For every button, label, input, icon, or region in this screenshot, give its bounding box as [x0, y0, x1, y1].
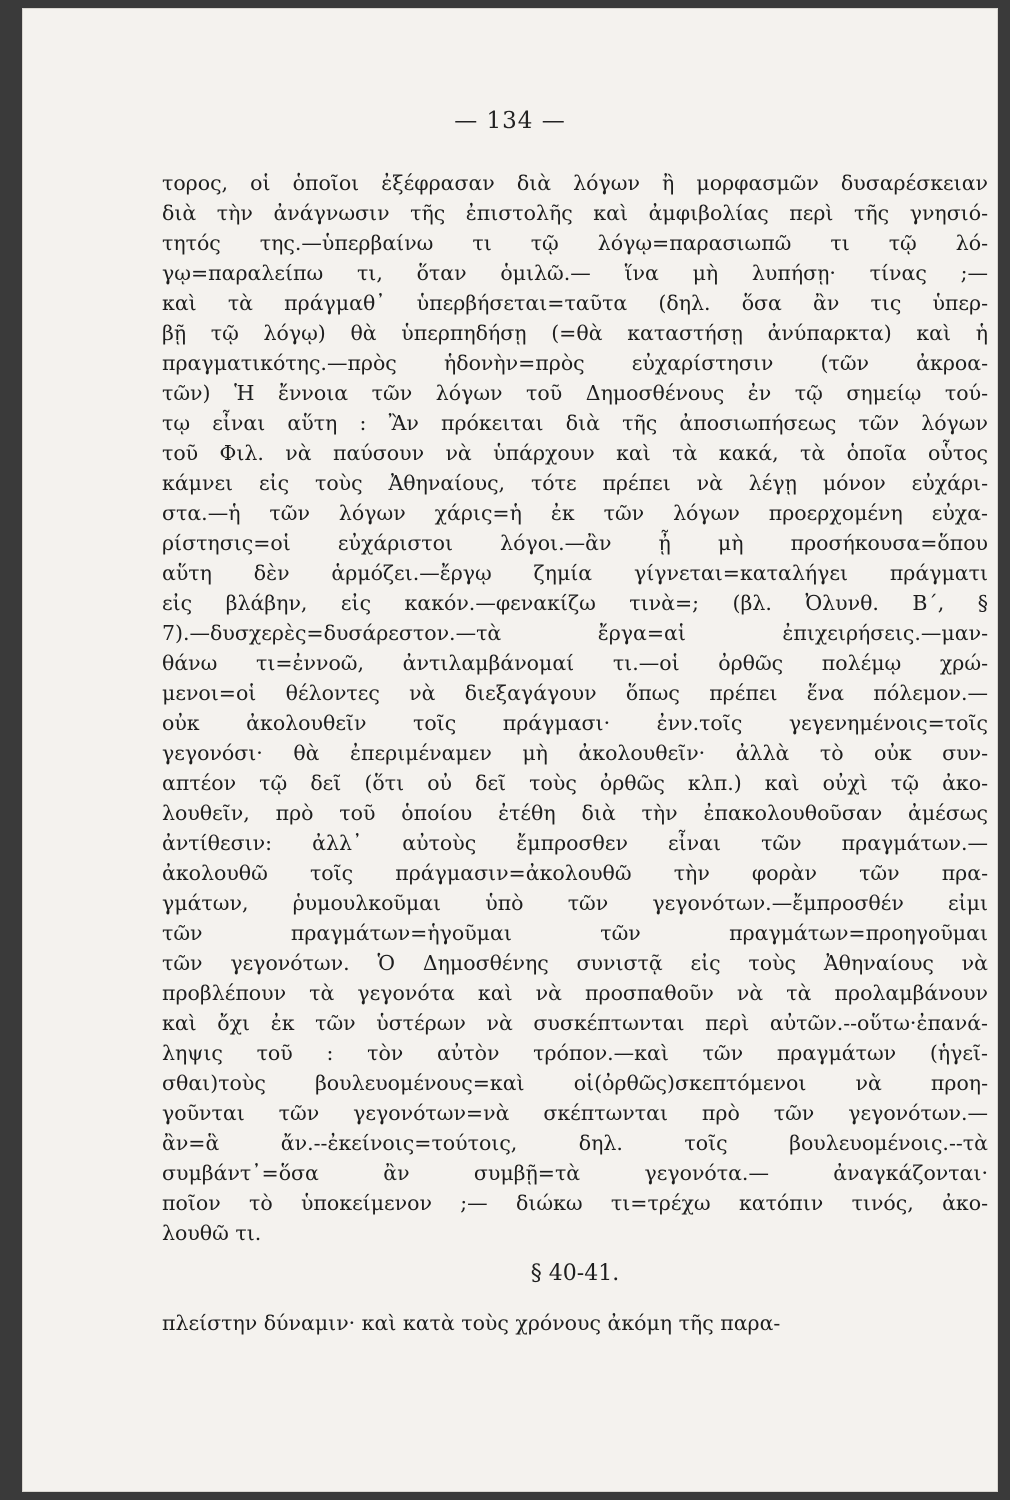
- text-line: τοῦ Φιλ. νὰ παύσουν νὰ ὑπάρχουν καὶ τὰ κακά, τὰ ὁποῖα οὗτος: [162, 441, 988, 465]
- text-line: ποῖον τὸ ὑποκείμενον ;— διώκω τι=τρέχω κατόπιν τινός, ἀκο-: [162, 1191, 988, 1215]
- text-line: μενοι=οἱ θέλοντες νὰ διεξαγάγουν ὅπως πρέπει ἕνα πόλεμον.—: [162, 681, 988, 705]
- text-line: λουθῶ τι.: [162, 1221, 262, 1245]
- text-line: οὐκ ἀκολουθεῖν τοῖς πράγμασι· ἐνν.τοῖς γεγενημένοις=τοῖς: [162, 711, 988, 735]
- text-line: γῳ=παραλείπω τι, ὅταν ὁμιλῶ.— ἵνα μὴ λυπήσῃ· τίνας ;—: [162, 261, 988, 285]
- text-line: γοῦνται τῶν γεγονότων=νὰ σκέπτωνται πρὸ τῶν γεγονότων.—: [162, 1101, 988, 1125]
- text-line: προβλέπουν τὰ γεγονότα καὶ νὰ προσπαθοῦν νὰ τὰ προλαμβάνουν: [162, 981, 988, 1005]
- text-line: λουθεῖν, πρὸ τοῦ ὁποίου ἐτέθη διὰ τὴν ἐπακολουθοῦσαν ἀμέσως: [162, 801, 988, 825]
- text-line: κάμνει εἰς τοὺς Ἀθηναίους, τότε πρέπει νὰ λέγῃ μόνον εὐχάρι-: [162, 471, 988, 495]
- text-line: τῶν) Ἡ ἔννοια τῶν λόγων τοῦ Δημοσθένους ἐν τῷ σημείῳ τού-: [162, 381, 988, 405]
- text-line: τορος, οἱ ὁποῖοι ἐξέφρασαν διὰ λόγων ἢ μορφασμῶν δυσαρέσκειαν: [162, 171, 988, 195]
- text-line: πλείστην δύναμιν· καὶ κατὰ τοὺς χρόνους ἀκόμη τῆς παρα-: [162, 1311, 781, 1335]
- text-line: τῶν γεγονότων. Ὁ Δημοσθένης συνιστᾷ εἰς τοὺς Ἀθηναίους νὰ: [162, 951, 988, 975]
- book-page: [22, 8, 998, 1492]
- text-line: καὶ τὰ πράγμαθ᾿ ὑπερβήσεται=ταῦτα (δηλ. ὅσα ἂν τις ὑπερ-: [162, 291, 988, 315]
- text-line: βῇ τῷ λόγῳ) θὰ ὑπερπηδήσῃ (=θὰ καταστήσῃ ἀνύπαρκτα) καὶ ἡ: [162, 321, 988, 345]
- text-line: διὰ τὴν ἀνάγνωσιν τῆς ἐπιστολῆς καὶ ἀμφιβολίας περὶ τῆς γνησιό-: [162, 201, 988, 225]
- text-line: ἂν=ἃ ἄν.--ἐκείνοις=τούτοις, δηλ. τοῖς βουλευομένοις.--τὰ: [162, 1131, 988, 1155]
- text-line: συμβάντ᾿=ὅσα ἂν συμβῇ=τὰ γεγονότα.— ἀναγκάζονται·: [162, 1161, 988, 1185]
- text-line: απτέον τῷ δεῖ (ὅτι οὐ δεῖ τοὺς ὀρθῶς κλπ.) καὶ οὐχὶ τῷ ἀκο-: [162, 771, 988, 795]
- text-line: τητός της.—ὑπερβαίνω τι τῷ λόγῳ=παρασιωπῶ τι τῷ λό-: [162, 231, 988, 255]
- text-line: τῳ εἶναι αὕτη : Ἂν πρόκειται διὰ τῆς ἀποσιωπήσεως τῶν λόγων: [162, 411, 988, 435]
- text-line: εἰς βλάβην, εἰς κακόν.—φενακίζω τινὰ=; (βλ. Ὀλυνθ. Β΄, §: [162, 591, 988, 615]
- text-line: στα.—ἡ τῶν λόγων χάρις=ἡ ἐκ τῶν λόγων προερχομένη εὐχα-: [162, 501, 988, 525]
- text-line: σθαι)τοὺς βουλευομένους=καὶ οἱ(ὀρθῶς)σκεπτόμενοι νὰ προη-: [162, 1071, 988, 1095]
- text-line: 7).—δυσχερὲς=δυσάρεστον.—τὰ ἔργα=αἱ ἐπιχειρήσεις.—μαν-: [162, 621, 988, 645]
- paragraph: [162, 168, 988, 1248]
- section-heading: § 40-41.: [530, 1261, 620, 1286]
- text-line: θάνω τι=ἐννοῶ, ἀντιλαμβάνομαί τι.—οἱ ὀρθῶς πολέμῳ χρώ-: [162, 651, 988, 675]
- text-line: ἀντίθεσιν: ἀλλ᾿ αὐτοὺς ἔμπροσθεν εἶναι τῶν πραγμάτων.—: [162, 831, 988, 855]
- text-line: γμάτων, ῥυμουλκοῦμαι ὑπὸ τῶν γεγονότων.—ἔμπροσθέν εἰμι: [162, 891, 988, 915]
- text-line: ληψις τοῦ : τὸν αὐτὸν τρόπον.—καὶ τῶν πραγμάτων (ἡγεῖ-: [162, 1041, 988, 1065]
- text-line: ἀκολουθῶ τοῖς πράγμασιν=ἀκολουθῶ τὴν φορὰν τῶν πρα-: [162, 861, 988, 885]
- text-line: αὕτη δὲν ἁρμόζει.—ἔργῳ ζημία γίγνεται=καταλήγει πράγματι: [162, 561, 988, 585]
- text-line: γεγονόσι· θὰ ἐπεριμέναμεν μὴ ἀκολουθεῖν· ἀλλὰ τὸ οὐκ συν-: [162, 741, 988, 765]
- page-body: [162, 168, 988, 1340]
- text-line: πραγματικότης.—πρὸς ἡδονὴν=πρὸς εὐχαρίστησιν (τῶν ἀκροα-: [162, 351, 988, 375]
- text-line: τῶν πραγμάτων=ἡγοῦμαι τῶν πραγμάτων=προηγοῦμαι: [162, 921, 988, 945]
- text-line: ρίστησις=οἱ εὐχάριστοι λόγοι.—ἂν ᾖ μὴ προσήκουσα=ὅπου: [162, 531, 988, 555]
- page-number: — 134 —: [454, 108, 566, 134]
- text-line: καὶ ὄχι ἐκ τῶν ὑστέρων νὰ συσκέπτωνται περὶ αὐτῶν.--οὕτω·ἐπανά-: [162, 1011, 988, 1035]
